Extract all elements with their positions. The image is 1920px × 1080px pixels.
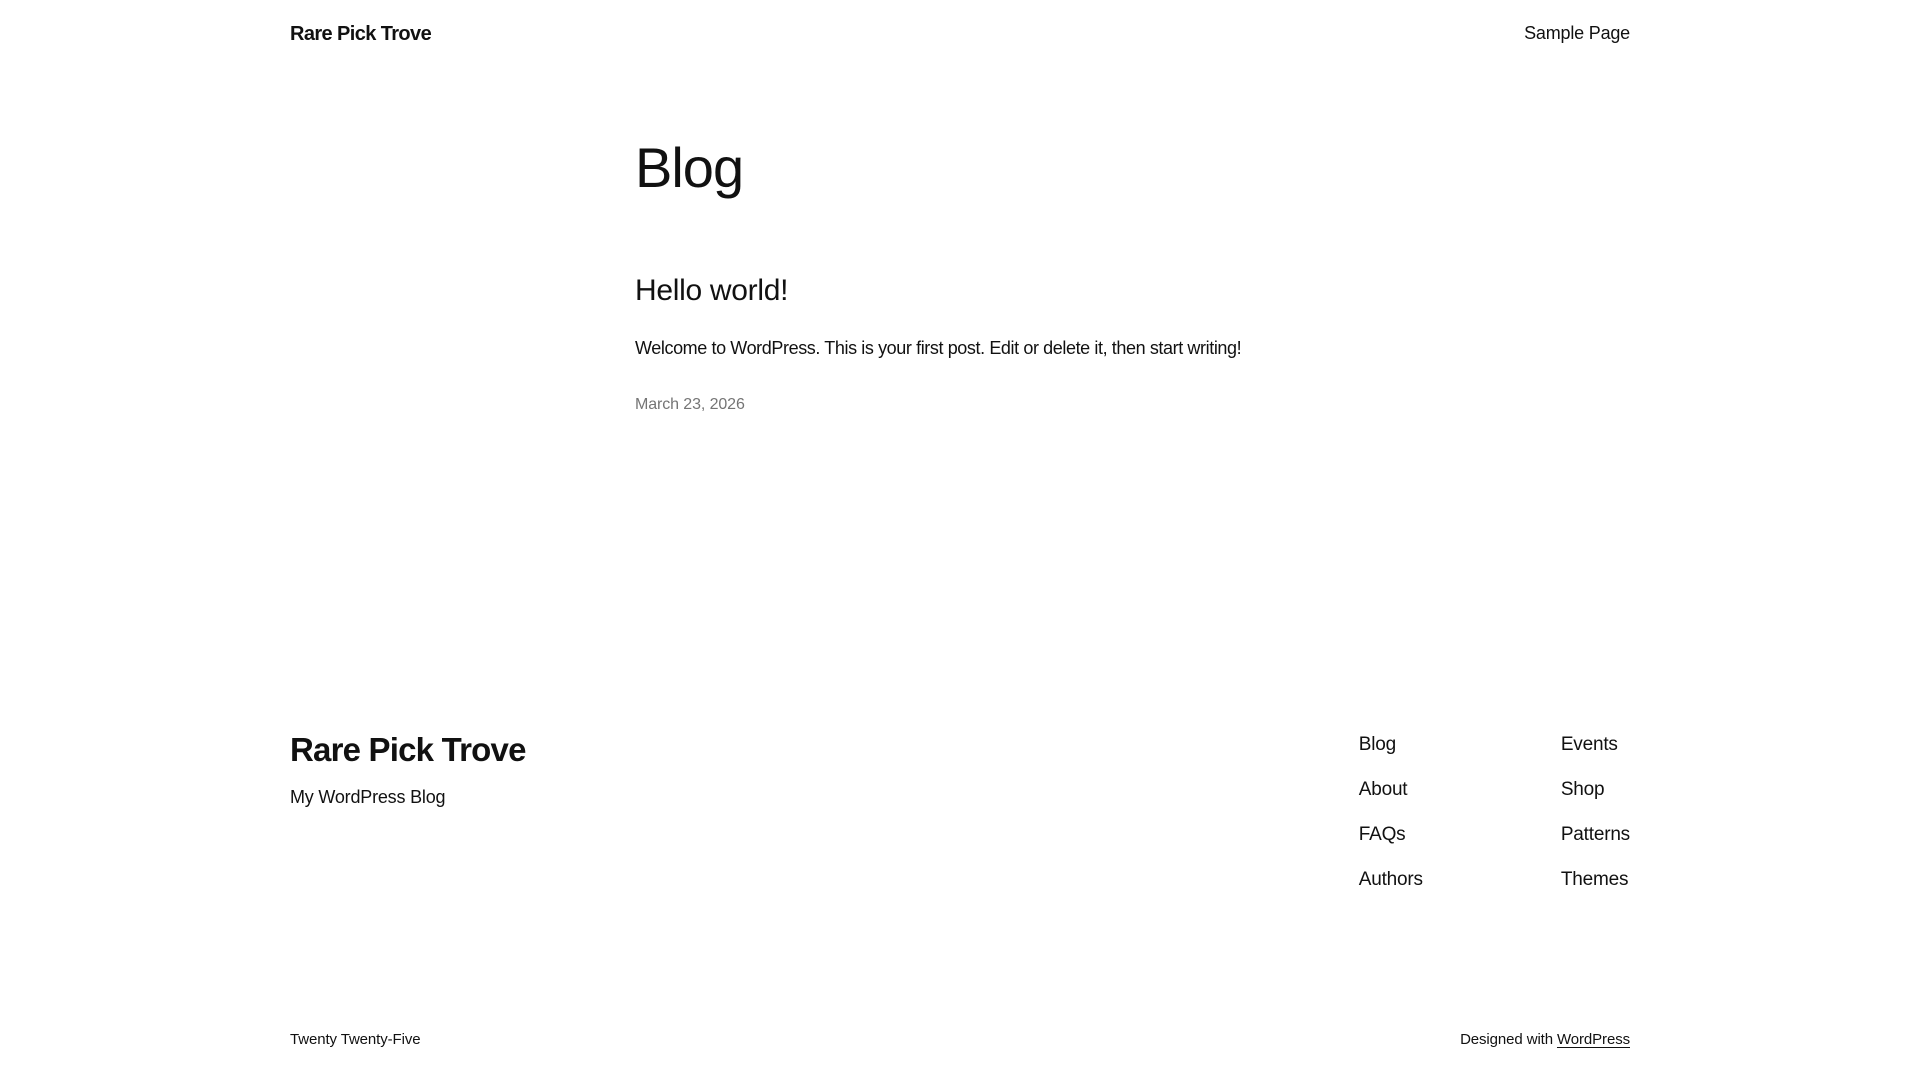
site-footer xyxy=(290,730,1630,891)
header-site-title-link[interactable]: Rare Pick Trove xyxy=(290,23,432,45)
footer-link-faqs[interactable]: FAQs xyxy=(1358,823,1406,845)
footer-tagline: My WordPress Blog xyxy=(290,787,446,808)
footer-nav-column-2 xyxy=(1561,733,1630,891)
footer-link-shop[interactable]: Shop xyxy=(1560,778,1605,800)
post-date: March 23, 2026 xyxy=(635,396,745,414)
page-title: Blog xyxy=(635,136,744,199)
post-excerpt: Welcome to WordPress. This is your first post. Edit or delete it, then start writing! xyxy=(635,338,1242,359)
footer-nav xyxy=(1359,733,1630,891)
designed-with xyxy=(1460,1031,1630,1048)
footer-link-patterns[interactable]: Patterns xyxy=(1560,823,1630,845)
nav-item-sample-page[interactable]: Sample Page xyxy=(1524,23,1630,44)
footer-nav-column-1 xyxy=(1359,733,1423,891)
footer-link-events[interactable]: Events xyxy=(1560,733,1618,755)
theme-name: Twenty Twenty-Five xyxy=(290,1030,421,1048)
wordpress-link[interactable]: WordPress xyxy=(1556,1030,1630,1048)
footer-link-themes[interactable]: Themes xyxy=(1560,868,1629,890)
site-header xyxy=(290,0,1630,48)
designed-with-text: Designed with xyxy=(1460,1030,1553,1048)
footer-link-authors[interactable]: Authors xyxy=(1358,868,1423,890)
header-nav xyxy=(1524,21,1630,46)
site-info-bar xyxy=(290,1031,1630,1048)
post-item xyxy=(635,271,1285,414)
footer-link-about[interactable]: About xyxy=(1358,778,1408,800)
footer-brand xyxy=(290,730,526,811)
footer-site-title-link[interactable]: Rare Pick Trove xyxy=(290,730,526,768)
post-title-link[interactable]: Hello world! xyxy=(635,274,789,308)
main-content xyxy=(635,134,1285,415)
footer-link-blog[interactable]: Blog xyxy=(1358,733,1396,755)
